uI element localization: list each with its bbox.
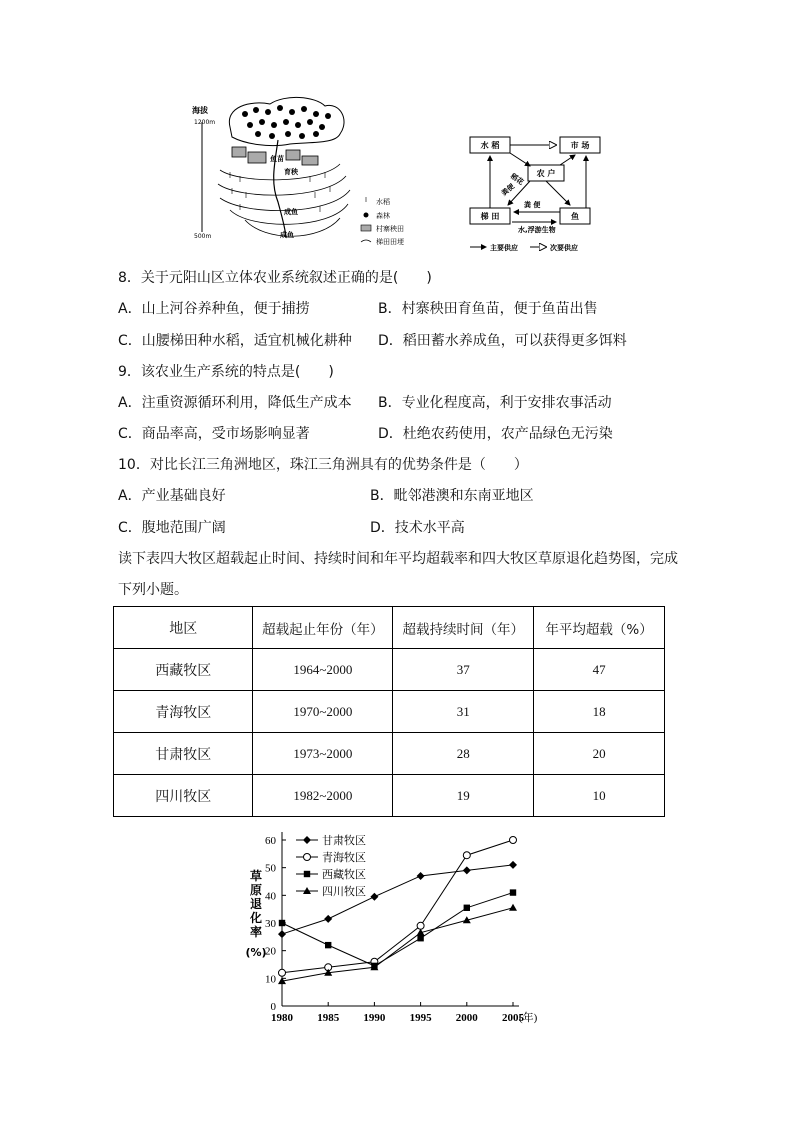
legend-label: 四川牧区 — [322, 885, 366, 898]
table-cell: 37 — [393, 649, 534, 691]
table-cell: 1973~2000 — [253, 733, 393, 775]
y-tick-label: 50 — [265, 862, 276, 875]
data-point — [417, 922, 424, 929]
series-line — [282, 865, 513, 934]
question-9-option-a[interactable]: A．注重资源循环利用，降低生产成本 — [118, 395, 352, 411]
table-cell: 20 — [534, 733, 665, 775]
legend-label: 西藏牧区 — [322, 868, 366, 881]
chart-y-label — [245, 868, 266, 959]
question-8-option-c[interactable]: C．山腰梯田种水稻，适宜机械化耕种 — [118, 333, 352, 349]
question-9-option-c[interactable]: C．商品率高，受市场影响显著 — [118, 426, 310, 442]
series-line — [282, 893, 513, 966]
question-9-option-d[interactable]: D．杜绝农药使用，农产品绿色无污染 — [378, 426, 613, 442]
table-row — [114, 691, 665, 733]
label-manure-bottom: 粪 便 — [524, 201, 541, 209]
node-market: 市 场 — [570, 141, 590, 150]
y-label-char: 草 — [249, 869, 263, 883]
fish-fry-label: 鱼苗 — [270, 155, 284, 163]
data-point — [510, 837, 517, 844]
legend-ridge: 梯田田埂 — [376, 238, 404, 246]
overload-table — [113, 606, 665, 817]
series-0 — [278, 861, 517, 938]
question-8-option-d[interactable]: D．稻田蓄水养成鱼，可以获得更多饵料 — [378, 333, 627, 349]
data-point — [509, 904, 517, 911]
legend-marker — [304, 854, 311, 861]
x-tick-label: 1980 — [271, 1012, 293, 1024]
grassland-degradation-chart — [238, 828, 558, 1028]
table-cell: 1970~2000 — [253, 691, 393, 733]
table-cell: 28 — [393, 733, 534, 775]
node-farmer: 农 户 — [536, 169, 556, 178]
data-point — [417, 935, 423, 941]
y-label-char: 化 — [249, 911, 263, 925]
node-rice: 水 稻 — [480, 141, 500, 150]
table-cell: 西藏牧区 — [114, 649, 253, 691]
x-tick-label: 2005 — [502, 1012, 524, 1024]
table-cell: 四川牧区 — [114, 775, 253, 817]
question-10-option-c[interactable]: C．腹地范围广阔 — [118, 520, 226, 536]
forest-trees — [242, 105, 331, 139]
legend-village: 村寨秧田 — [376, 225, 404, 233]
seedling-label: 育秧 — [284, 168, 298, 176]
altitude-label: 海拔 — [192, 106, 208, 115]
y-tick-label: 20 — [265, 945, 276, 958]
x-tick-label: 2000 — [455, 1012, 478, 1024]
question-9-option-b[interactable]: B．专业化程度高，利于安排农事活动 — [378, 395, 612, 411]
table-cell: 青海牧区 — [114, 691, 253, 733]
data-point — [324, 915, 332, 923]
table-cell: 47 — [534, 649, 665, 691]
legend-forest: 森林 — [376, 212, 390, 220]
chart-legend — [296, 833, 366, 898]
label-rice-flower: 稻花 — [508, 172, 525, 187]
legend-marker — [303, 836, 311, 844]
flow-diagram — [470, 137, 600, 252]
node-fish: 鱼 — [571, 212, 579, 221]
table-header: 超载起止年份（年） — [253, 607, 393, 649]
altitude-top: 1200m — [194, 119, 216, 126]
terrace-map — [191, 97, 404, 246]
data-point — [278, 930, 286, 938]
y-tick-label: 60 — [265, 835, 276, 847]
legend-label: 甘肃牧区 — [322, 834, 366, 847]
legend-label: 青海牧区 — [322, 851, 366, 864]
question-10-option-a[interactable]: A．产业基础良好 — [118, 488, 226, 504]
y-tick-label: 0 — [270, 1001, 276, 1013]
table-row — [114, 775, 665, 817]
legend-rice: 水稻 — [376, 198, 390, 206]
intro-line-1: 读下表四大牧区超载起止时间、持续时间和年平均超载率和四大牧区草原退化趋势图，完成 — [118, 551, 678, 567]
question-10-stem: 10．对比长江三角洲地区，珠江三角洲具有的优势条件是（ ） — [118, 457, 528, 473]
x-tick-label: 1985 — [317, 1012, 340, 1024]
series-2 — [279, 889, 516, 969]
table-header-row — [114, 607, 665, 649]
legend-secondary-supply: 次要供应 — [550, 244, 578, 252]
x-tick-label: 1995 — [409, 1012, 432, 1024]
data-point — [370, 893, 378, 901]
label-aquatic: 水,浮游生物 — [518, 226, 556, 234]
y-label-char: 退 — [249, 897, 263, 911]
y-label-char: 原 — [249, 883, 263, 897]
y-tick-label: 10 — [265, 973, 276, 986]
data-point — [417, 872, 425, 880]
table-cell: 19 — [393, 775, 534, 817]
table-row — [114, 649, 665, 691]
label-manure-left: 粪便 — [500, 182, 517, 198]
data-point — [463, 852, 470, 859]
table-cell: 18 — [534, 691, 665, 733]
table-cell: 1964~2000 — [253, 649, 393, 691]
table-cell: 31 — [393, 691, 534, 733]
table-row — [114, 733, 665, 775]
data-point — [464, 905, 470, 911]
altitude-bottom: 500m — [194, 233, 212, 240]
node-terrace: 梯 田 — [480, 212, 500, 221]
legend-marker — [304, 871, 310, 877]
terrace-legend — [361, 197, 404, 246]
table-cell: 10 — [534, 775, 665, 817]
question-8-stem: 8．关于元阳山区立体农业系统叙述正确的是( ) — [118, 270, 432, 286]
series-line — [282, 840, 513, 973]
data-point — [463, 866, 471, 874]
question-10-option-b[interactable]: B．毗邻港澳和东南亚地区 — [370, 488, 534, 504]
question-8-option-b[interactable]: B．村寨秧田育鱼苗，便于鱼苗出售 — [378, 301, 598, 317]
data-point — [509, 861, 517, 869]
y-label-char: 率 — [249, 925, 263, 939]
question-8-option-a[interactable]: A．山上河谷养种鱼，便于捕捞 — [118, 301, 310, 317]
data-point — [279, 920, 285, 926]
chart-series — [278, 837, 517, 985]
adult-fish-label-1: 成鱼 — [284, 208, 298, 216]
table-cell: 1982~2000 — [253, 775, 393, 817]
question-10-option-d[interactable]: D．技术水平高 — [370, 520, 465, 536]
agriculture-system-figure — [190, 92, 615, 262]
x-tick-label: 1990 — [363, 1012, 386, 1024]
table-header: 超载持续时间（年） — [393, 607, 534, 649]
data-point — [279, 969, 286, 976]
series-line — [282, 908, 513, 981]
x-axis-unit: (年) — [519, 1012, 538, 1024]
table-header: 年平均超载（%） — [534, 607, 665, 649]
data-point — [325, 942, 331, 948]
y-tick-label: 30 — [265, 918, 276, 930]
table-header: 地区 — [114, 607, 253, 649]
intro-line-2: 下列小题。 — [118, 582, 188, 598]
y-label-unit: (%) — [245, 946, 267, 959]
adult-fish-label-2: 成鱼 — [280, 231, 294, 239]
table-cell: 甘肃牧区 — [114, 733, 253, 775]
y-tick-label: 40 — [265, 890, 276, 903]
question-9-stem: 9．该农业生产系统的特点是( ) — [118, 364, 334, 380]
legend-main-supply: 主要供应 — [490, 244, 518, 252]
data-point — [510, 889, 516, 895]
